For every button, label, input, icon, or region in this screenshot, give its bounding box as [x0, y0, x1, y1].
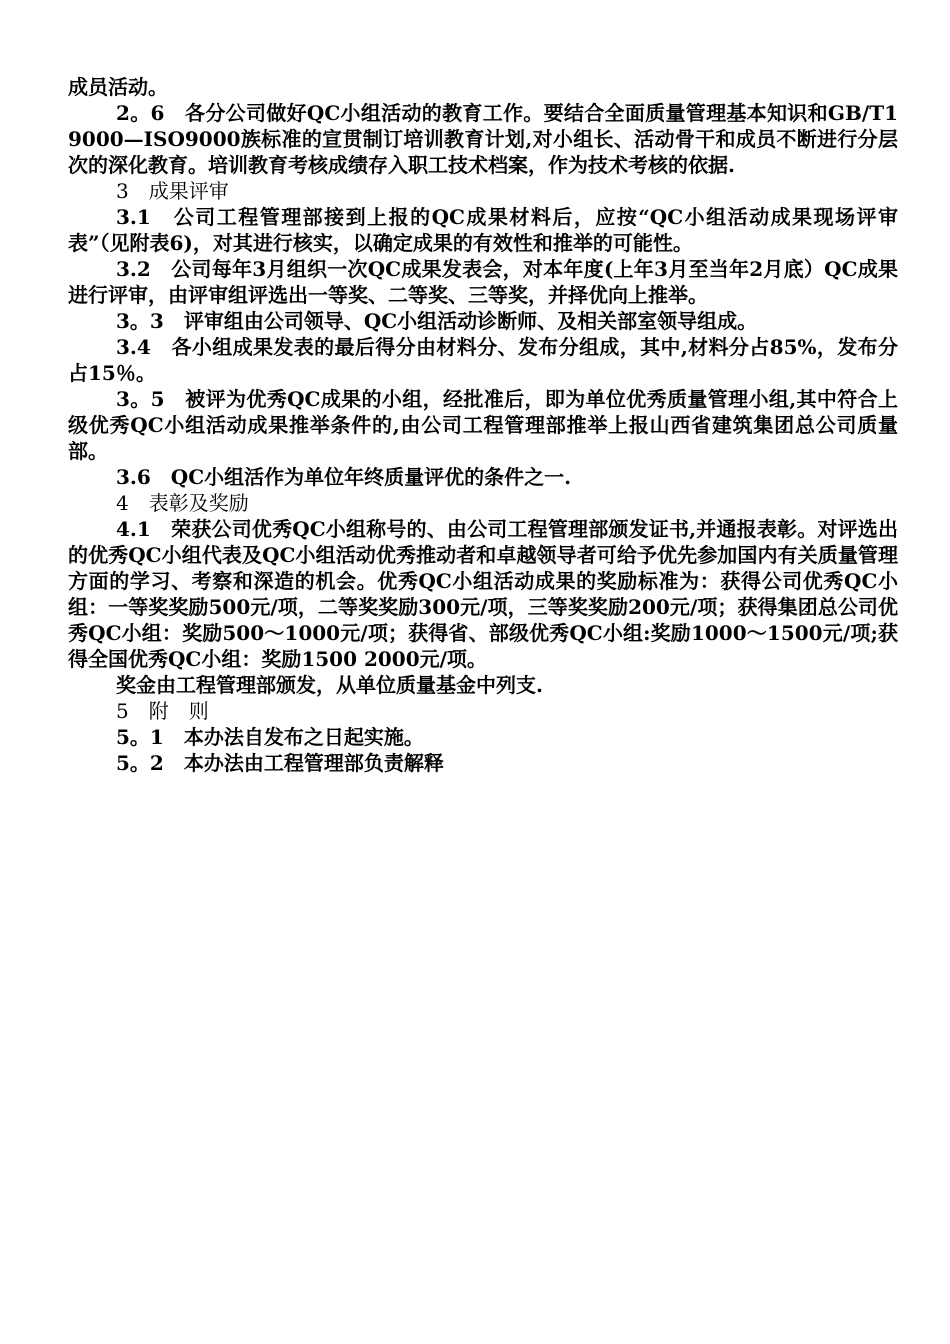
- paragraph-3-6: 3.6 QC小组活作为单位年终质量评优的条件之一.: [116, 465, 572, 489]
- section-heading-3: 3 成果评审: [116, 179, 229, 203]
- paragraph-3-1: 3.1 公司工程管理部接到上报的QC成果材料后，应按“QC小组活动成果现场评审表”（见附表6)，对其进行核实，以确定成果的有效性和推举的可能性。: [68, 205, 898, 255]
- paragraph-bonus: 奖金由工程管理部颁发，从单位质量基金中列支.: [116, 673, 543, 697]
- section-heading-5: 5 附 则: [116, 699, 209, 723]
- paragraph-3-3: 3。3 评审组由公司领导、QC小组活动诊断师、及相关部室领导组成。: [116, 309, 758, 333]
- paragraph-5-2: 5。2 本办法由工程管理部负责解释: [116, 751, 444, 775]
- paragraph-2-6: 2。6 各分公司做好QC小组活动的教育工作。要结合全面质量管理基本知识和GB/T19000—ISO9000族标准的宣贯制订培训教育计划,对小组长、活动骨干和成员不断进行分层次的深化教育。培训教育考核成绩存入职工技术档案，作为技术考核的依据.: [68, 101, 898, 177]
- paragraph-5-1: 5。1 本办法自发布之日起实施。: [116, 725, 424, 749]
- paragraph-3-5: 3。5 被评为优秀QC成果的小组，经批准后，即为单位优秀质量管理小组,其中符合上级优秀QC小组活动成果推举条件的,由公司工程管理部推举上报山西省建筑集团总公司质量部。: [68, 387, 898, 463]
- paragraph-3-4: 3.4 各小组成果发表的最后得分由材料分、发布分组成，其中,材料分占85%，发布分占15％。: [68, 335, 898, 385]
- paragraph-3-2: 3.2 公司每年3月组织一次QC成果发表会，对本年度(上年3月至当年2月底）QC成果进行评审，由评审组评选出一等奖、二等奖、三等奖，并择优向上推举。: [68, 257, 898, 307]
- paragraph-4-1: 4.1 荣获公司优秀QC小组称号的、由公司工程管理部颁发证书,并通报表彰。对评选出的优秀QC小组代表及QC小组活动优秀推动者和卓越领导者可给予优先参加国内有关质量管理方面的学习、考察和深造的机会。优秀QC小组活动成果的奖励标准为：获得公司优秀QC小组：一等奖奖励500元/项，二等奖奖励300元/项，三等奖奖励200元/项；获得集团总公司优秀QC小组：奖励500～1000元/项；获得省、部级优秀QC小组:奖励1000～1500元/项;获得全国优秀QC小组：奖励1500 2000元/项。: [68, 517, 898, 671]
- document-body: [68, 74, 898, 776]
- section-heading-4: 4 表彰及奖励: [116, 491, 249, 515]
- paragraph-continuation: 成员活动。: [68, 75, 168, 99]
